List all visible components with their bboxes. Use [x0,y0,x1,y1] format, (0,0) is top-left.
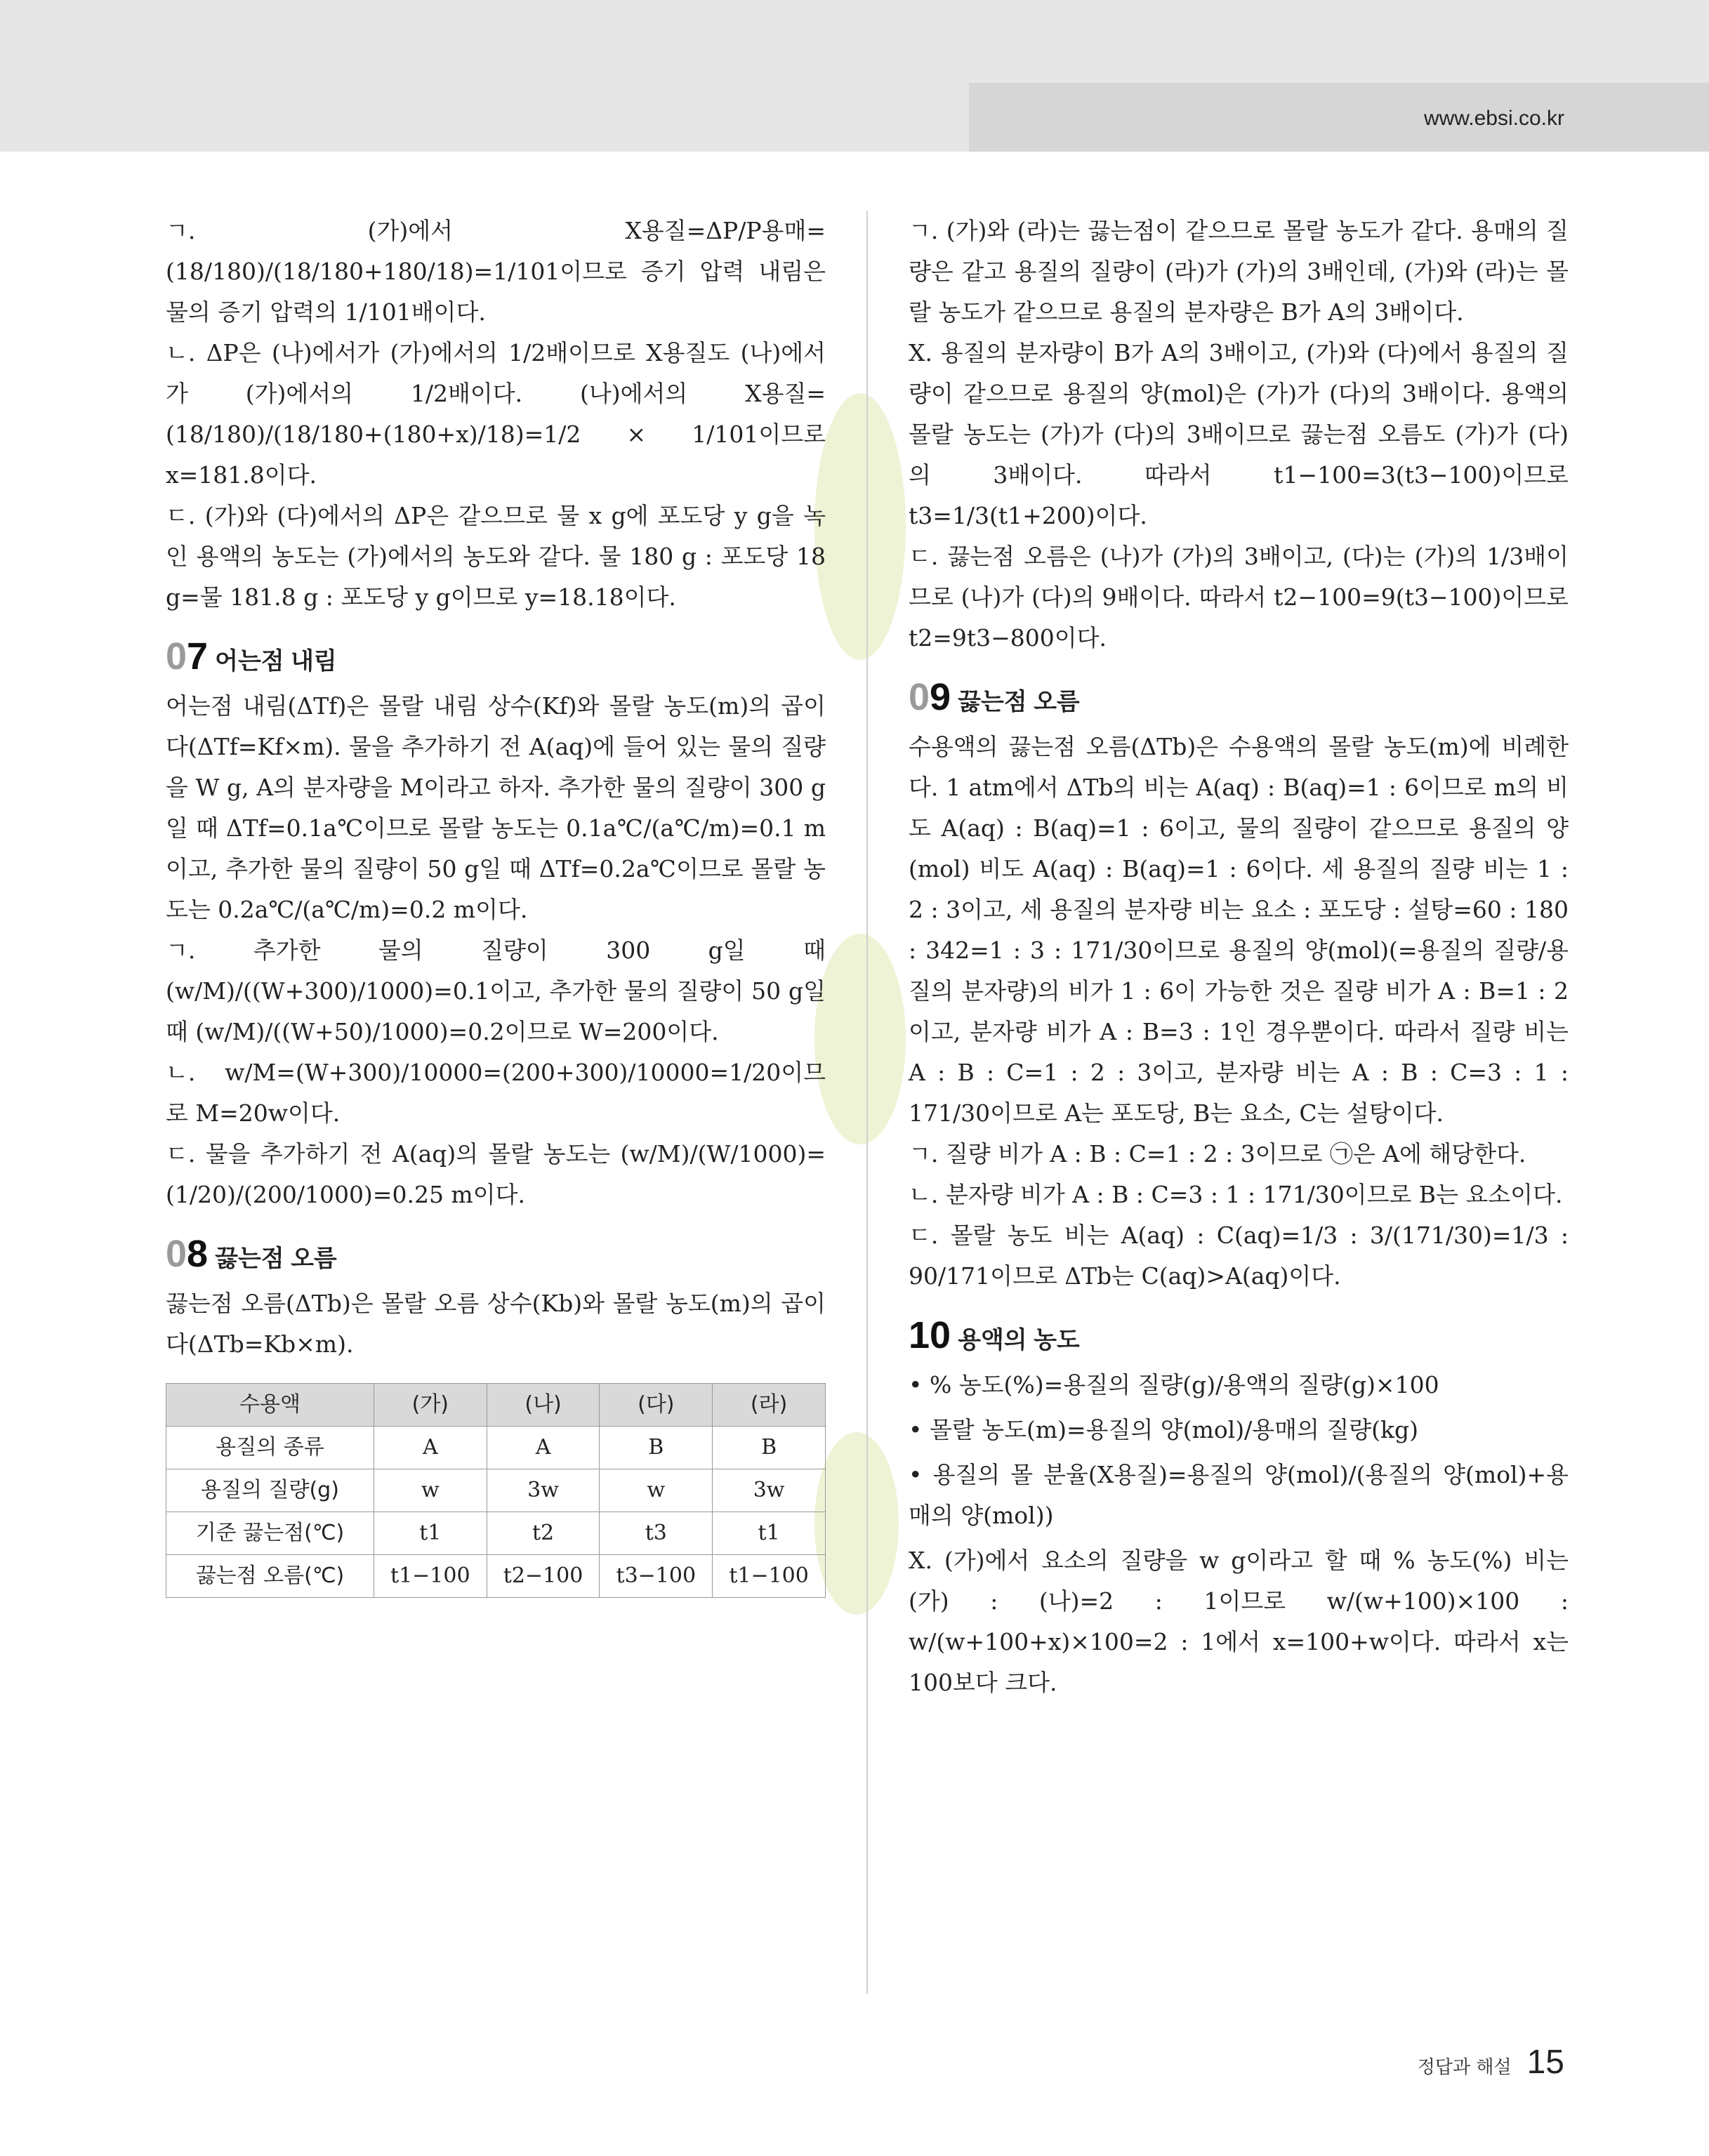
page-number: 15 [1526,2044,1564,2081]
table-header-cell: (나) [487,1384,600,1427]
table-cell: t3 [600,1512,713,1555]
table-cell: 용질의 종류 [166,1427,374,1469]
site-url[interactable]: www.ebsi.co.kr [1423,107,1564,130]
section-title: 어는점 내림 [215,648,337,675]
section-number: 10 [909,1314,951,1356]
decor-shape-1 [814,393,906,660]
table-cell: B [600,1427,713,1469]
left-column [166,211,826,1598]
section-number: 09 [909,676,951,718]
answer-para: ㄷ. 몰랄 농도 비는 A(aq) : C(aq)=1/3 : 3/(171/30)=1/3 : 90/171이므로 ΔTb는 C(aq)>A(aq)이다. [909,1222,1569,1290]
header-tab [969,83,1709,152]
right-column [909,211,1569,1703]
section-number: 07 [166,635,209,677]
section-07-heading [166,636,826,682]
answer-para: 수용액의 끓는점 오름(ΔTb)은 수용액의 몰랄 농도(m)에 비례한다. 1 atm에서 ΔTb의 비는 A(aq) : B(aq)=1 : 6이므로 m의 비도 A(aq) : B(aq)=1 : 6이고, 물의 질량이 같으므로 용질의 양(mol) 비도 A(aq) : B(aq)=1 : 6이다. 세 용질의 질량 비는 1 : 2 : 3이고, 세 용질의 분자량 비는 요소 : 포도당 : 설탕=60 : 180 : 342=1 : 3 : 171/30이므로 용질의 양(mol)(=용질의 질량/용질의 분자량)의 비가 1 : 6이 가능한 것은 질량 비가 A : B=1 : 2이고, 분자량 비가 A : B=3 : 1인 경우뿐이다. 따라서 질량 비는 A : B : C=1 : 2 : 3이고, 분자량 비는 A : B : C=3 : 1 : 171/30이므로 A는 포도당, B는 요소, C는 설탕이다. [909,733,1569,1127]
answer-para: 끓는점 오름(ΔTb)은 몰랄 오름 상수(Kb)와 몰랄 농도(m)의 곱이다(ΔTb=Kb×m). [166,1290,826,1358]
column-divider [866,211,868,1994]
table-cell: A [487,1427,600,1469]
table-cell: t2 [487,1512,600,1555]
table-cell: A [374,1427,487,1469]
decor-shape-2 [814,934,906,1144]
answer-para: ㄷ. 끓는점 오름은 (나)가 (가)의 3배이고, (다)는 (가)의 1/3배이므로 (나)가 (다)의 9배이다. 따라서 t2−100=9(t3−100)이므로 t2=9t3−800이다. [909,543,1569,652]
table-cell: t1 [713,1512,826,1555]
answer-para: ㄱ. (가)에서 X용질=ΔP/P용매=(18/180)/(18/180+180/18)=1/101이므로 증기 압력 내림은 물의 증기 압력의 1/101배이다. [166,217,826,326]
table-cell: 3w [713,1469,826,1512]
answer-para: ㄱ. 추가한 물의 질량이 300 g일 때 (w/M)/((W+300)/1000)=0.1이고, 추가한 물의 질량이 50 g일 때 (w/M)/((W+50)/1000)=0.2이므로 W=200이다. [166,937,826,1045]
table-header-row [166,1384,826,1427]
table-cell: 용질의 질량(g) [166,1469,374,1512]
table-cell: t1 [374,1512,487,1555]
table-row [166,1555,826,1598]
table-cell: t1−100 [374,1555,487,1598]
table-cell: t1−100 [713,1555,826,1598]
formula-bullet: • % 농도(%)=용질의 질량(g)/용액의 질량(g)×100 [909,1371,1439,1398]
section-08-heading [166,1234,826,1279]
footer-label: 정답과 해설 [1417,2057,1512,2078]
table-cell: 3w [487,1469,600,1512]
table-cell: t2−100 [487,1555,600,1598]
table-cell: 끓는점 오름(℃) [166,1555,374,1598]
answer-para: X. (가)에서 요소의 질량을 w g이라고 할 때 % 농도(%) 비는 (가) : (나)=2 : 1이므로 w/(w+100)×100 : w/(w+100+x)×100=2 : 1에서 x=100+w이다. 따라서 x는 100보다 크다. [909,1547,1569,1696]
answer-para: ㄷ. (가)와 (다)에서의 ΔP은 같으므로 물 x g에 포도당 y g을 녹인 용액의 농도는 (가)에서의 농도와 같다. 물 180 g : 포도당 18 g=물 181.8 g : 포도당 y g이므로 y=18.18이다. [166,502,826,611]
table-cell: t3−100 [600,1555,713,1598]
table-cell: B [713,1427,826,1469]
section-title: 끓는점 오름 [215,1245,337,1272]
section-title: 끓는점 오름 [958,689,1080,715]
section-number: 08 [166,1233,209,1275]
data-table [166,1383,826,1598]
table-header-cell: 수용액 [166,1384,374,1427]
table-row [166,1469,826,1512]
answer-para: ㄱ. 질량 비가 A : B : C=1 : 2 : 3이므로 ㉠은 A에 해당한다. [909,1140,1526,1168]
section-09-heading [909,677,1569,722]
table-header-cell: (라) [713,1384,826,1427]
answer-para: ㄷ. 물을 추가하기 전 A(aq)의 몰랄 농도는 (w/M)/(W/1000)=(1/20)/(200/1000)=0.25 m이다. [166,1140,826,1208]
formula-bullet: • 용질의 몰 분율(X용질)=용질의 양(mol)/(용질의 양(mol)+용매의 양(mol)) [909,1461,1569,1529]
table-cell: w [374,1469,487,1512]
table-cell: w [600,1469,713,1512]
table-row [166,1427,826,1469]
table-row [166,1512,826,1555]
table-cell: 기준 끓는점(℃) [166,1512,374,1555]
answer-para: ㄱ. (가)와 (라)는 끓는점이 같으므로 몰랄 농도가 같다. 용매의 질량은 같고 용질의 질량이 (라)가 (가)의 3배인데, (가)와 (라)는 몰랄 농도가 같으므로 용질의 분자량은 B가 A의 3배이다. [909,217,1569,326]
table-header-cell: (다) [600,1384,713,1427]
answer-para: X. 용질의 분자량이 B가 A의 3배이고, (가)와 (다)에서 용질의 질량이 같으므로 용질의 양(mol)은 (가)가 (다)의 3배이다. 용액의 몰랄 농도는 (가)가 (다)의 3배이므로 끓는점 오름도 (가)가 (다)의 3배이다. 따라서 t1−100=3(t3−100)이므로 t3=1/3(t1+200)이다. [909,339,1569,529]
formula-bullet: • 몰랄 농도(m)=용질의 양(mol)/용매의 질량(kg) [909,1416,1418,1443]
decor-shape-3 [814,1432,899,1615]
section-title: 용액의 농도 [958,1327,1080,1354]
section-10-heading [909,1315,1569,1361]
table-header-cell: (가) [374,1384,487,1427]
answer-para: ㄴ. ΔP은 (나)에서가 (가)에서의 1/2배이므로 X용질도 (나)에서가 (가)에서의 1/2배이다. (나)에서의 X용질=(18/180)/(18/180+(180+x)/18)=1/2 × 1/101이므로 x=181.8이다. [166,339,826,489]
answer-para: ㄴ. w/M=(W+300)/10000=(200+300)/10000=1/20이므로 M=20w이다. [166,1059,826,1127]
page-footer [1418,2043,1564,2082]
answer-para: ㄴ. 분자량 비가 A : B : C=3 : 1 : 171/30이므로 B는 요소이다. [909,1181,1563,1208]
answer-para: 어는점 내림(ΔTf)은 몰랄 내림 상수(Kf)와 몰랄 농도(m)의 곱이다(ΔTf=Kf×m). 물을 추가하기 전 A(aq)에 들어 있는 물의 질량을 W g, A의 분자량을 M이라고 하자. 추가한 물의 질량이 300 g일 때 ΔTf=0.1a℃이므로 몰랄 농도는 0.1a℃/(a℃/m)=0.1 m이고, 추가한 물의 질량이 50 g일 때 ΔTf=0.2a℃이므로 몰랄 농도는 0.2a℃/(a℃/m)=0.2 m이다. [166,692,826,923]
